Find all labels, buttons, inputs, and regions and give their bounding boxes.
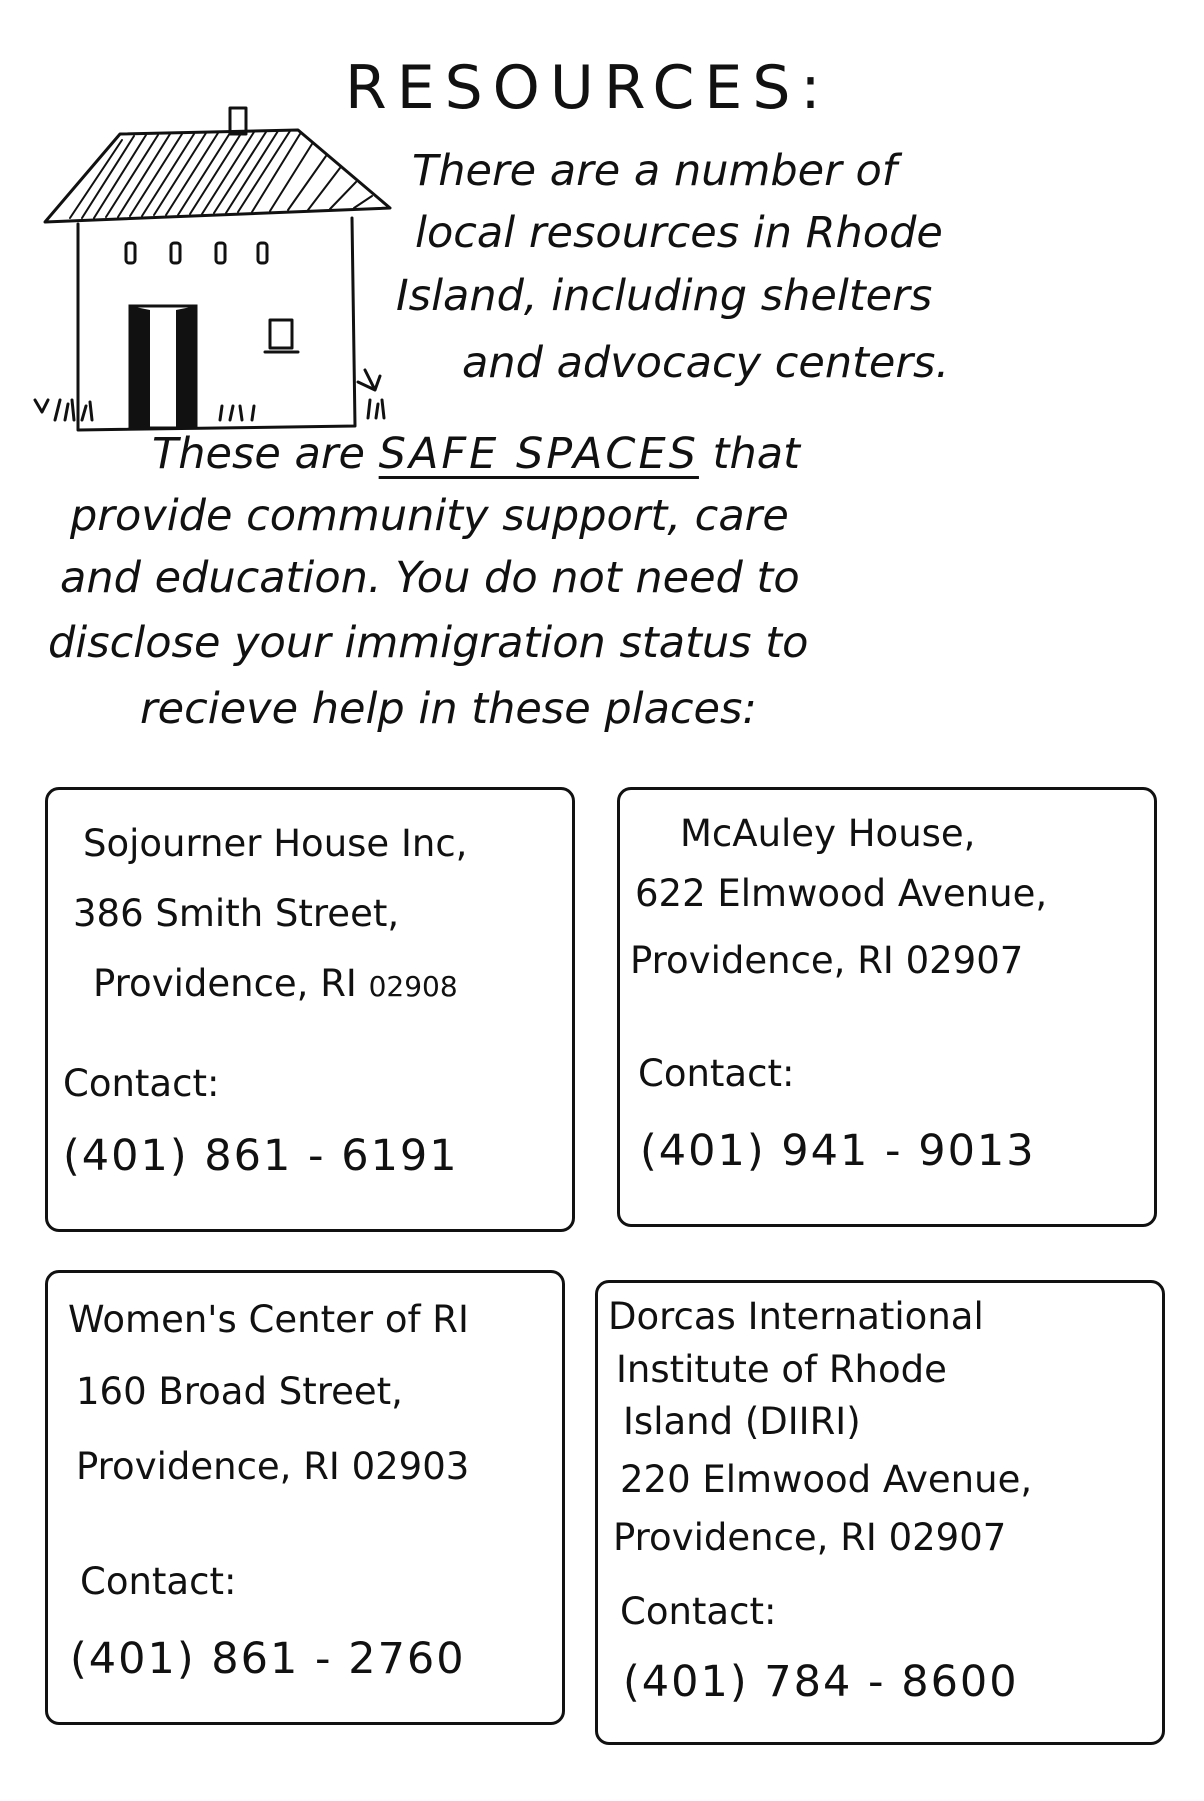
intro-line-9: recieve help in these places:	[140, 684, 757, 734]
safe-after-text: that	[712, 429, 800, 479]
org-name-line-1: Dorcas International	[608, 1295, 984, 1338]
org-name-line-2: Institute of Rhode	[616, 1348, 947, 1391]
phone-number: (401) 861 - 6191	[63, 1131, 459, 1181]
phone-number: (401) 941 - 9013	[640, 1126, 1036, 1176]
contact-label: Contact:	[80, 1560, 237, 1603]
phone-number: (401) 861 - 2760	[70, 1634, 466, 1684]
intro-line-3: Island, including shelters	[396, 271, 933, 321]
safe-before-text: These are	[152, 429, 365, 479]
resource-card-sojourner	[45, 787, 575, 1232]
org-name: Sojourner House Inc,	[83, 822, 468, 865]
resource-card-womens-center	[45, 1270, 565, 1725]
intro-line-4: and advocacy centers.	[462, 338, 950, 388]
org-zip: 02908	[368, 970, 458, 1003]
org-street: 160 Broad Street,	[76, 1370, 403, 1413]
resource-card-mcauley	[617, 787, 1157, 1227]
intro-line-8: disclose your immigration status to	[48, 618, 809, 668]
intro-line-6: provide community support, care	[70, 491, 789, 541]
org-city: Providence, RI 02907	[613, 1516, 1007, 1559]
org-name: Women's Center of RI	[68, 1298, 469, 1341]
org-city-text: Providence, RI	[93, 962, 357, 1005]
org-street: 386 Smith Street,	[73, 892, 400, 935]
org-name: McAuley House,	[680, 812, 976, 855]
house-icon	[30, 100, 420, 445]
contact-label: Contact:	[620, 1590, 777, 1633]
org-street: 220 Elmwood Avenue,	[620, 1458, 1033, 1501]
page-title: RESOURCES:	[345, 53, 831, 123]
intro-line-1: There are a number of	[412, 146, 897, 196]
org-city: Providence, RI 02903	[76, 1445, 470, 1488]
org-city: Providence, RI 02907	[630, 939, 1024, 982]
intro-line-7: and education. You do not need to	[60, 553, 800, 603]
org-street: 622 Elmwood Avenue,	[635, 872, 1048, 915]
org-name-line-3: Island (DIIRI)	[623, 1400, 861, 1443]
intro-safe-line	[152, 429, 800, 479]
contact-label: Contact:	[63, 1062, 220, 1105]
safe-spaces-text: SAFE SPACES	[378, 429, 699, 479]
org-city	[93, 962, 458, 1005]
resource-card-dorcas	[595, 1280, 1165, 1745]
phone-number: (401) 784 - 8600	[623, 1657, 1019, 1707]
intro-line-2: local resources in Rhode	[415, 208, 943, 258]
contact-label: Contact:	[638, 1052, 795, 1095]
